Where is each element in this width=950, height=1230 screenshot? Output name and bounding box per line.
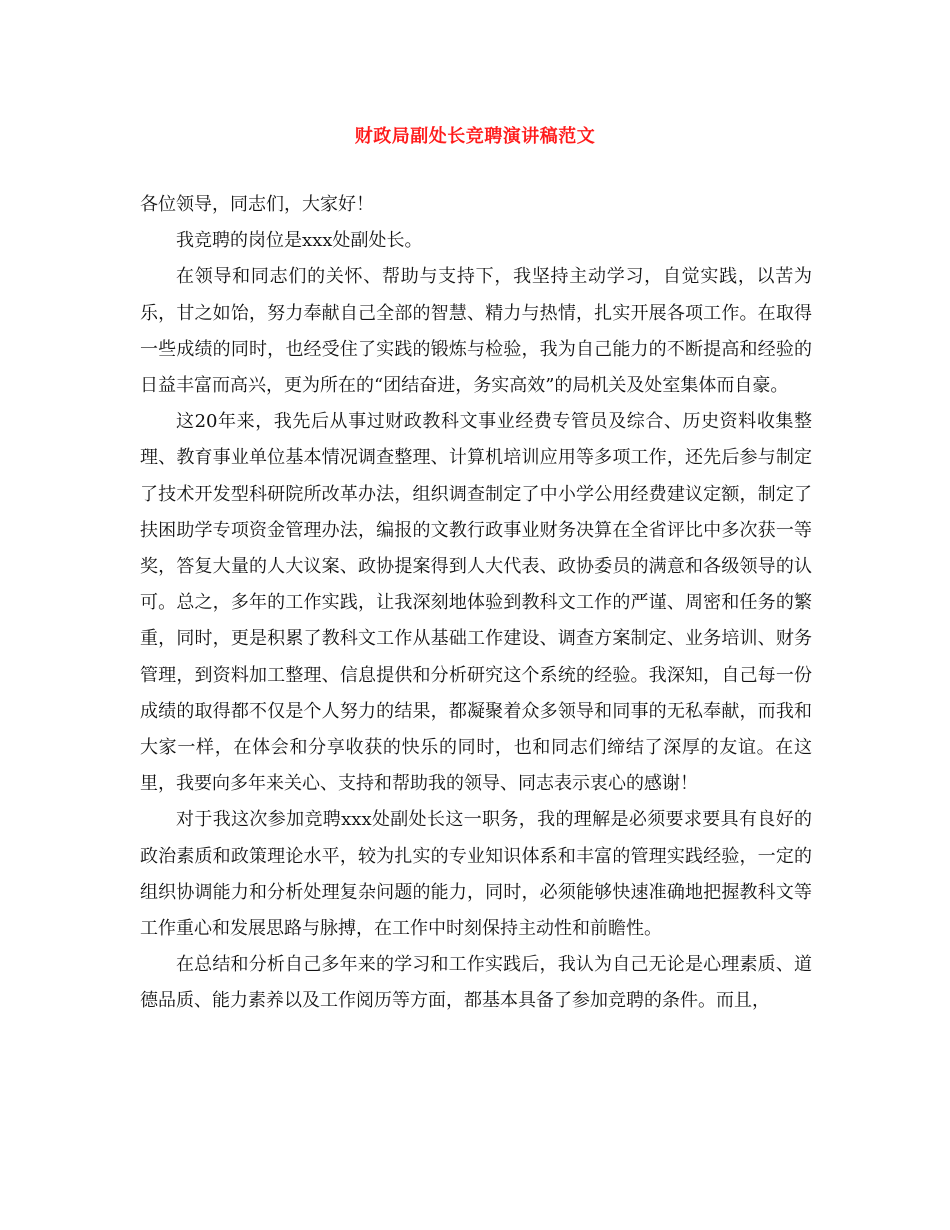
document-body <box>140 187 812 1020</box>
paragraph-self-assessment: 在总结和分析自己多年来的学习和工作实践后，我认为自己无论是心理素质、道德品质、能力素养以及工作阅历等方面，都基本具备了参加竞聘的条件。而且， <box>140 954 812 1012</box>
paragraph-gratitude-intro: 在领导和同志们的关怀、帮助与支持下，我坚持主动学习，自觉实践，以苦为乐，甘之如饴，努力奉献自己全部的智慧、精力与热情，扎实开展各项工作。在取得一些成绩的同时，也经受住了实践的锻炼与检验，我为自己能力的不断提高和经验的日益丰富而高兴，更为所在的“团结奋进，务实高效”的局机关及处室集体而自豪。 <box>140 266 812 397</box>
salutation: 各位领导，同志们，大家好！ <box>140 194 374 215</box>
paragraph-role-understanding: 对于我这次参加竞聘xxx处副处长这一职务，我的理解是必须要求要具有良好的政治素质和政策理论水平，较为扎实的专业知识体系和丰富的管理实践经验，一定的组织协调能力和分析处理复杂问题的能力，同时，必须能够快速准确地把握教科文等工作重心和发展思路与脉搏，在工作中时刻保持主动性和前瞻性。 <box>140 809 812 940</box>
paragraph-position: 我竞聘的岗位是xxx处副处长。 <box>176 230 423 252</box>
paragraph-work-experience: 这20年来，我先后从事过财政教科文事业经费专管员及综合、历史资料收集整理、教育事业单位基本情况调查整理、计算机培训应用等多项工作，还先后参与制定了技术开发型科研院所改革办法，组织调查制定了中小学公用经费建议定额，制定了扶困助学专项资金管理办法，编报的文教行政事业财务决算在全省评比中多次获一等奖，答复大量的人大议案、政协提案得到人大代表、政协委员的满意和各级领导的认可。总之，多年的工作实践，让我深刻地体验到教科文工作的严谨、周密和任务的繁重，同时，更是积累了教科文工作从基础工作建设、调查方案制定、业务培训、财务管理，到资料加工整理、信息提供和分析研究这个系统的经验。我深知，自己每一份成绩的取得都不仅是个人努力的结果，都凝聚着众多领导和同事的无私奉献，而我和大家一样，在体会和分享收获的快乐的同时，也和同志们缔结了深厚的友谊。在这里，我要向多年来关心、支持和帮助我的领导、同志表示衷心的感谢！ <box>140 411 812 795</box>
document-title: 财政局副处长竞聘演讲稿范文 <box>354 126 596 147</box>
